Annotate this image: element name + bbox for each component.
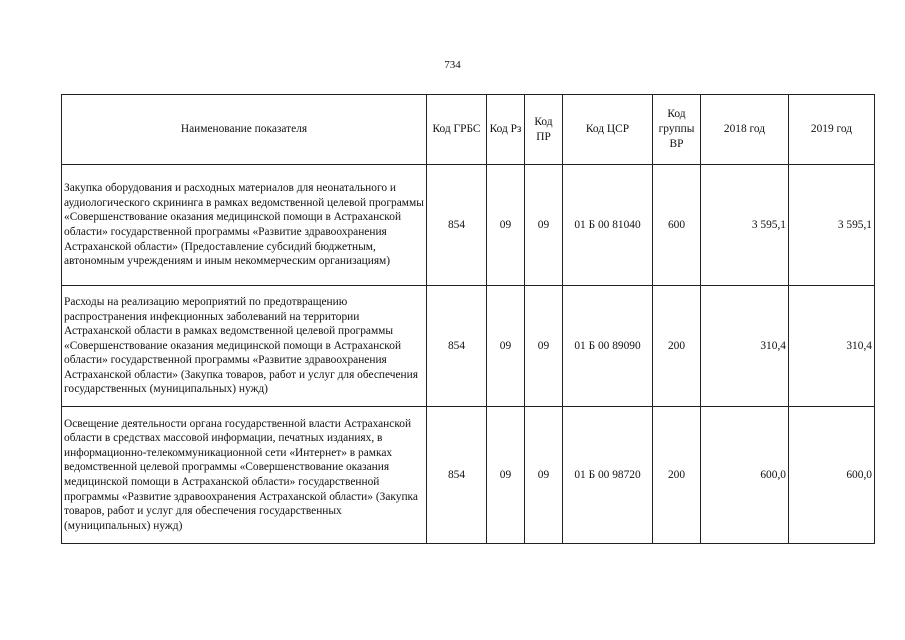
row-csr: 01 Б 00 89090 [563,286,653,407]
row-2018: 310,4 [701,286,789,407]
table-row [62,286,875,407]
row-2019: 310,4 [789,286,875,407]
row-2019: 600,0 [789,407,875,544]
row-name: Закупка оборудования и расходных материалов для неонатального и аудиологического скрининга в рамках ведомственной целевой программы «Совершенствование оказания медицинской помощи в Астраханской области» государственной программы «Развитие здравоохранения Астраханской области» (Предоставление субсидий бюджетным, автономным учреждениям и иным некоммерческим организациям) [62,165,427,286]
row-grbs: 854 [427,407,487,544]
header-2019: 2019 год [789,95,875,165]
header-grbs: Код ГРБС [427,95,487,165]
row-csr: 01 Б 00 98720 [563,407,653,544]
row-pr: 09 [525,286,563,407]
row-name: Расходы на реализацию мероприятий по предотвращению распространения инфекционных заболеваний на территории Астраханской области в рамках ведомственной целевой программы «Совершенствование оказания медицинской помощи в Астраханской области» государственной программы «Развитие здравоохранения Астраханской области» (Закупка товаров, работ и услуг для обеспечения государственных (муниципальных) нужд) [62,286,427,407]
header-name: Наименование показателя [62,95,427,165]
row-grbs: 854 [427,286,487,407]
row-rz: 09 [487,165,525,286]
row-vr: 200 [653,407,701,544]
header-pr: Код ПР [525,95,563,165]
table-row [62,407,875,544]
row-2018: 3 595,1 [701,165,789,286]
row-rz: 09 [487,407,525,544]
header-csr: Код ЦСР [563,95,653,165]
row-csr: 01 Б 00 81040 [563,165,653,286]
page-number: 734 [444,59,461,71]
row-2019: 3 595,1 [789,165,875,286]
row-pr: 09 [525,165,563,286]
header-2018: 2018 год [701,95,789,165]
budget-table [61,94,875,544]
table-row [62,165,875,286]
row-pr: 09 [525,407,563,544]
row-rz: 09 [487,286,525,407]
row-vr: 200 [653,286,701,407]
header-rz: Код Рз [487,95,525,165]
row-name: Освещение деятельности органа государственной власти Астраханской области в средствах массовой информации, печатных изданиях, в информационно-телекоммуникационной сети «Интернет» в рамках ведомственной целевой программы «Совершенствование оказания медицинской помощи в Астраханской области» государственной программы «Развитие здравоохранения Астраханской области» (Закупка товаров, работ и услуг для обеспечения государственных (муниципальных) нужд) [62,407,427,544]
row-2018: 600,0 [701,407,789,544]
header-vr: Код группы ВР [653,95,701,165]
header-row [62,95,875,165]
row-grbs: 854 [427,165,487,286]
row-vr: 600 [653,165,701,286]
